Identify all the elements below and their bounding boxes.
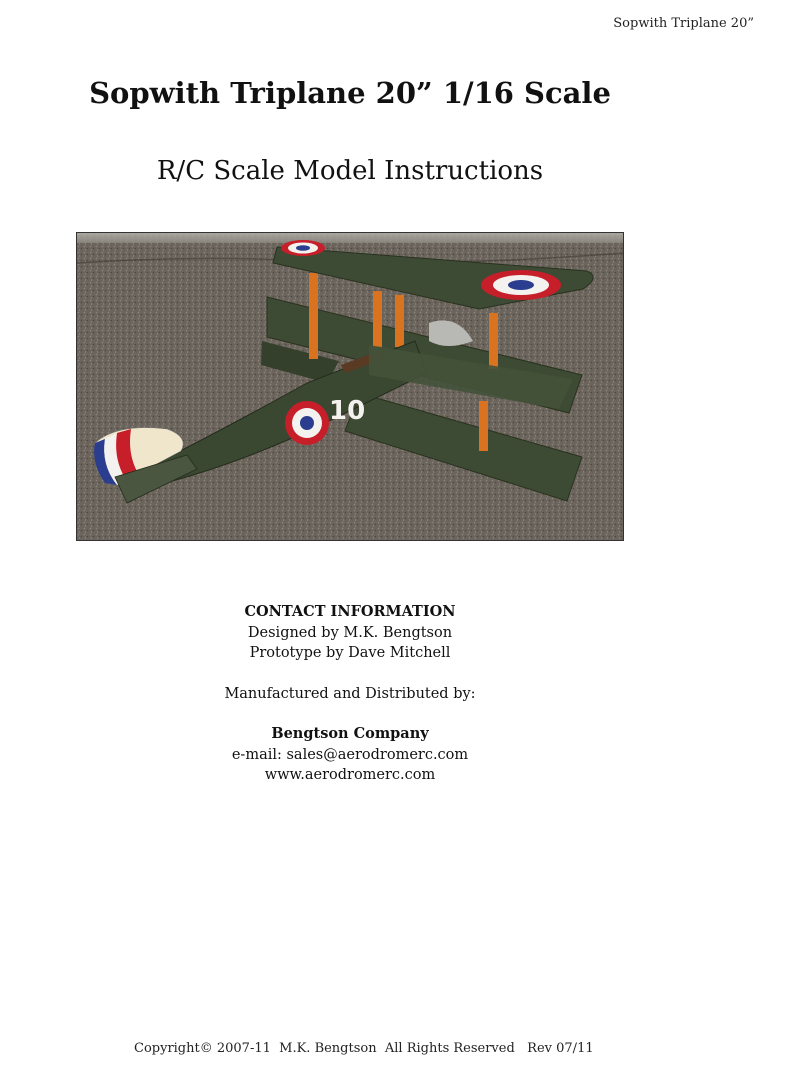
running-header: Sopwith Triplane 20” xyxy=(613,16,754,31)
contact-heading: CONTACT INFORMATION xyxy=(244,603,456,620)
prototype-by: Prototype by Dave Mitchell xyxy=(249,645,451,661)
page-subtitle: R/C Scale Model Instructions xyxy=(156,156,544,186)
roundel-upper-right xyxy=(481,270,561,300)
manufactured-label: Manufactured and Distributed by: xyxy=(224,685,476,702)
strut xyxy=(373,291,382,347)
copyright-footer: Copyright© 2007-11 M.K. Bengtson All Rights Reserved Rev 07/11 xyxy=(134,1041,594,1056)
spacer xyxy=(0,664,700,684)
strut xyxy=(479,401,488,451)
spacer xyxy=(0,704,700,724)
contact-block xyxy=(0,602,700,786)
contact-email[interactable]: e-mail: sales@aerodromerc.com xyxy=(231,746,469,763)
strut xyxy=(309,273,318,359)
fuselage-number: 10 xyxy=(329,396,366,426)
model-photo xyxy=(76,232,624,541)
strut xyxy=(489,313,498,369)
horizon-haze xyxy=(77,233,624,243)
roundel-upper-left xyxy=(281,240,325,256)
strut xyxy=(395,295,404,347)
roundel-fuselage xyxy=(285,401,329,445)
triplane-illustration xyxy=(77,233,624,541)
page-title: Sopwith Triplane 20” 1/16 Scale xyxy=(89,76,611,110)
company-name: Bengtson Company xyxy=(271,725,429,742)
contact-website[interactable]: www.aerodromerc.com xyxy=(264,767,436,783)
designed-by: Designed by M.K. Bengtson xyxy=(247,624,453,641)
